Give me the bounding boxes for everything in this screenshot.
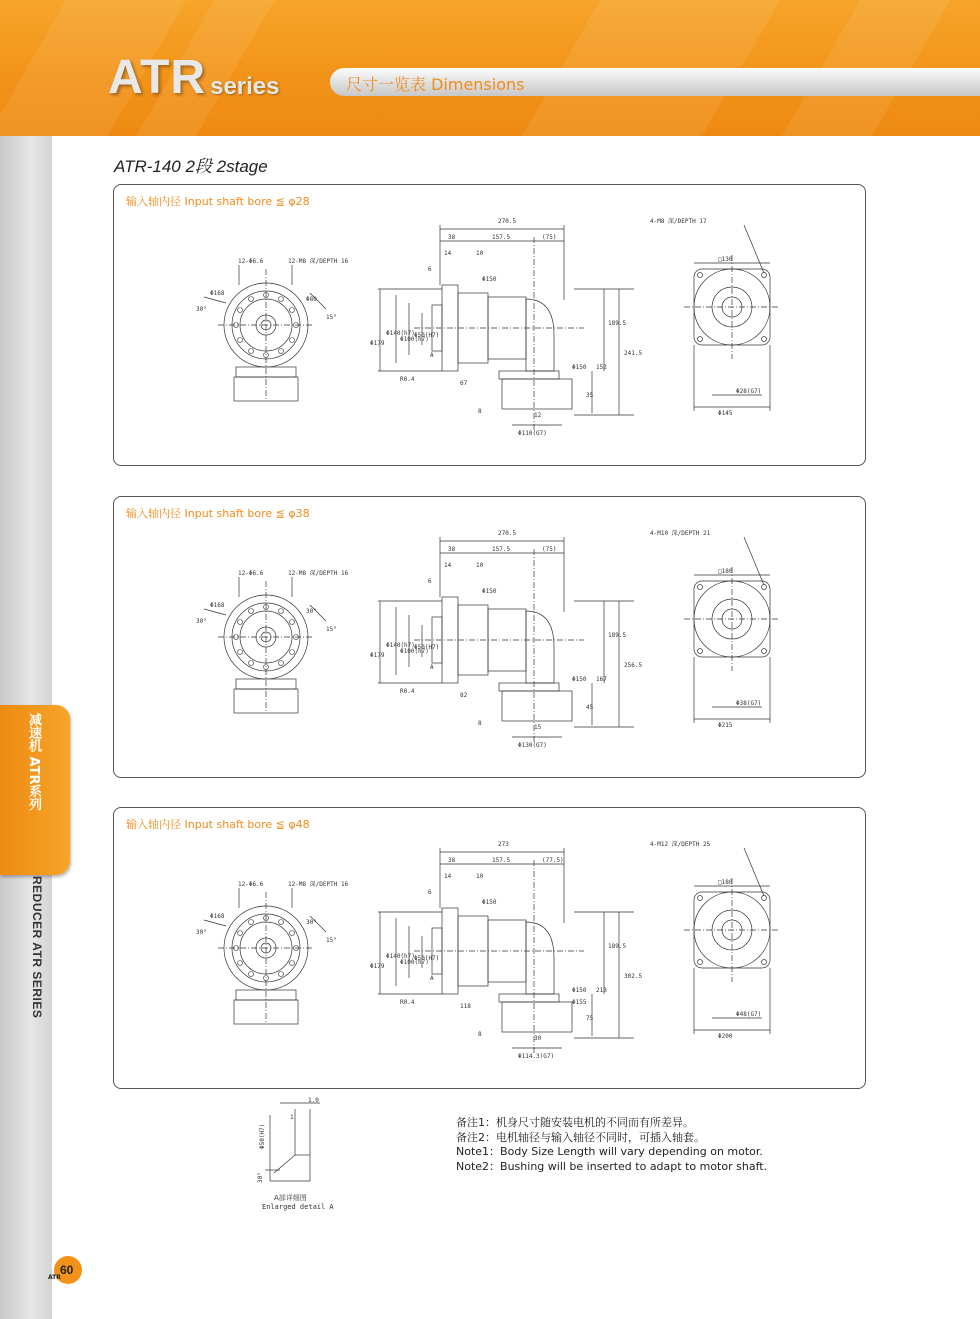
dim-pcd: Φ168	[210, 290, 225, 297]
dim-d150: Φ150	[482, 588, 497, 595]
dim-d155: Φ155	[572, 999, 587, 1006]
dim-r04: R0.4	[400, 688, 415, 695]
dim-holes: 12-Φ6.6	[238, 258, 264, 265]
detail-label-cn: A部详细图	[274, 1194, 307, 1202]
dim-h35: 35	[586, 392, 594, 399]
dim-h8: 8	[478, 408, 482, 415]
dim-h8: 8	[478, 1031, 482, 1038]
dim-d179: Φ179	[370, 652, 385, 659]
page-number: 60	[60, 1263, 74, 1277]
dim-h67: 67	[460, 380, 468, 387]
dim-tap: 12-M8 深/DEPTH 16	[288, 570, 349, 577]
dim-sq: □180	[718, 568, 733, 575]
note-line: Note1：Body Size Length will vary depending on motor.	[456, 1145, 763, 1158]
dim-tap-out: 4-M10 深/DEPTH 21	[650, 530, 711, 537]
dim-d150: Φ150	[482, 899, 497, 906]
dimension-panel-3	[113, 807, 866, 1089]
side-tab	[0, 705, 70, 875]
dim-h2415: 302.5	[624, 973, 643, 980]
dim-h152: 213	[596, 987, 607, 994]
dim-len38: 38	[448, 234, 456, 241]
dim-r04: R0.4	[400, 376, 415, 383]
dim-len38: 38	[448, 857, 456, 864]
dim-h2415: 256.5	[624, 662, 643, 669]
dim-d150: Φ150	[482, 276, 497, 283]
detail-a-svg	[250, 1095, 340, 1195]
dim-a: A	[430, 664, 434, 671]
brand-logo	[108, 51, 280, 104]
dim-h1895: 189.5	[608, 943, 627, 950]
dim-d145: Φ145	[718, 410, 733, 417]
detail-w10: 1.0	[308, 1097, 319, 1104]
dim-total-len: 270.5	[498, 530, 517, 537]
dim-d50: Φ50(H7)	[414, 644, 440, 651]
side-tab-label: 减速机 ATR系列	[26, 713, 41, 811]
dim-len6: 6	[428, 266, 432, 273]
dim-h67: 82	[460, 692, 468, 699]
dim-len157: 157.5	[492, 234, 511, 241]
dim-h35: 75	[586, 1015, 594, 1022]
dimension-drawing	[114, 185, 865, 465]
dim-d140: Φ140(h7)	[386, 330, 415, 337]
dim-d28: Φ48(G7)	[736, 1011, 762, 1018]
panel-caption: 输入轴内径 Input shaft bore ≦ φ28	[126, 195, 310, 208]
dim-d179: Φ179	[370, 340, 385, 347]
dim-total-len: 270.5	[498, 218, 517, 225]
dim-h152: 152	[596, 364, 607, 371]
dim-len75: (75)	[542, 546, 557, 553]
dim-d50: Φ50(H7)	[414, 332, 440, 339]
dim-len6: 6	[428, 889, 432, 896]
detail-w1: 1	[290, 1114, 294, 1121]
dim-d150b: Φ150	[572, 987, 587, 994]
dim-angle2: 15°	[326, 937, 337, 944]
brand-main: ATR	[108, 51, 207, 104]
brand-sub: series	[210, 73, 280, 100]
dim-d110: Φ110(G7)	[518, 430, 547, 437]
dim-pcd: Φ168	[210, 913, 225, 920]
dimension-drawing	[114, 808, 865, 1088]
dim-len157: 157.5	[492, 546, 511, 553]
dim-d100: Φ100(h7)	[400, 336, 429, 343]
dim-h152: 167	[596, 676, 607, 683]
dim-tap: 12-M8 深/DEPTH 16	[288, 881, 349, 888]
dim-h12: 12	[534, 412, 542, 419]
section-title-bar	[330, 68, 980, 96]
note-line: 备注1：机身尺寸随安装电机的不同而有所差异。	[456, 1116, 694, 1129]
dim-pcd2: 30°	[306, 919, 317, 926]
dim-pcd2: 30°	[306, 608, 317, 615]
dim-h1895: 189.5	[608, 320, 627, 327]
dimension-panel-1	[113, 184, 866, 466]
note-line: 备注2：电机轴径与输入轴径不同时，可插入轴套。	[456, 1130, 705, 1144]
section-title: 尺寸一览表 Dimensions	[346, 75, 525, 94]
dim-len14: 14	[444, 873, 452, 880]
dim-d145: Φ200	[718, 1033, 733, 1040]
dim-len157: 157.5	[492, 857, 511, 864]
dim-angle1: 30°	[196, 306, 207, 313]
dim-tap: 12-M8 深/DEPTH 16	[288, 258, 349, 265]
dim-len10: 10	[476, 562, 484, 569]
dim-sq: □180	[718, 879, 733, 886]
dim-len10: 10	[476, 873, 484, 880]
dimension-drawing	[114, 497, 865, 777]
dim-d28: Φ38(G7)	[736, 700, 762, 707]
dim-d140: Φ140(h7)	[386, 953, 415, 960]
dim-a: A	[430, 975, 434, 982]
dim-h67: 118	[460, 1003, 471, 1010]
dim-angle1: 30°	[196, 618, 207, 625]
dim-pcd: Φ168	[210, 602, 225, 609]
dim-d28: Φ28(G7)	[736, 388, 762, 395]
note-line: Note2：Bushing will be inserted to adapt to motor shaft.	[456, 1159, 768, 1173]
dim-h12: 30	[534, 1035, 542, 1042]
detail-d50: Φ50(H7)	[259, 1123, 266, 1149]
page-header	[0, 0, 980, 136]
dim-len10: 10	[476, 250, 484, 257]
dim-d145: Φ215	[718, 722, 733, 729]
dim-holes: 12-Φ6.6	[238, 570, 264, 577]
dim-len75: (75)	[542, 234, 557, 241]
panel-caption: 输入轴内径 Input shaft bore ≦ φ48	[126, 818, 310, 831]
dim-d150b: Φ150	[572, 676, 587, 683]
dim-r04: R0.4	[400, 999, 415, 1006]
dim-d50: Φ50(H7)	[414, 955, 440, 962]
dim-h12: 15	[534, 724, 542, 731]
panel-caption: 输入轴内径 Input shaft bore ≦ φ38	[126, 507, 310, 520]
side-vertical-label: REDUCER ATR SERIES	[30, 876, 44, 1019]
dim-d150b: Φ150	[572, 364, 587, 371]
dim-angle2: 15°	[326, 626, 337, 633]
dim-h8: 8	[478, 720, 482, 727]
detail-angle: 30°	[257, 1172, 264, 1183]
dim-total-len: 273	[498, 841, 509, 848]
dim-h2415: 241.5	[624, 350, 643, 357]
dimension-panel-2	[113, 496, 866, 778]
dim-len14: 14	[444, 562, 452, 569]
dim-angle2: 15°	[326, 314, 337, 321]
page-series: ATR	[48, 1274, 61, 1281]
dim-angle1: 30°	[196, 929, 207, 936]
dim-d110: Φ130(G7)	[518, 742, 547, 749]
dim-d110: Φ114.3(G7)	[518, 1053, 555, 1060]
dim-a: A	[430, 352, 434, 359]
dim-tap-out: 4-M12 深/DEPTH 25	[650, 841, 711, 848]
notes	[456, 1116, 767, 1174]
dim-pcd2: Φ80	[306, 296, 317, 303]
dim-h35: 45	[586, 704, 594, 711]
dim-len75: (77.5)	[542, 857, 564, 864]
dim-d140: Φ140(h7)	[386, 642, 415, 649]
dim-tap-out: 4-M8 深/DEPTH 17	[650, 218, 707, 225]
dim-d100: Φ100(h7)	[400, 648, 429, 655]
dim-len14: 14	[444, 250, 452, 257]
detail-label-en: Enlarged detail A	[262, 1203, 334, 1211]
page-number-badge	[44, 1256, 84, 1286]
dim-d179: Φ179	[370, 963, 385, 970]
detail-a-drawing	[250, 1095, 340, 1215]
dim-len6: 6	[428, 578, 432, 585]
dim-holes: 12-Φ6.6	[238, 881, 264, 888]
model-title: ATR-140 2段 2stage	[114, 157, 268, 176]
dim-d100: Φ100(h7)	[400, 959, 429, 966]
dim-h1895: 189.5	[608, 632, 627, 639]
dim-sq: □130	[718, 256, 733, 263]
dim-len38: 38	[448, 546, 456, 553]
